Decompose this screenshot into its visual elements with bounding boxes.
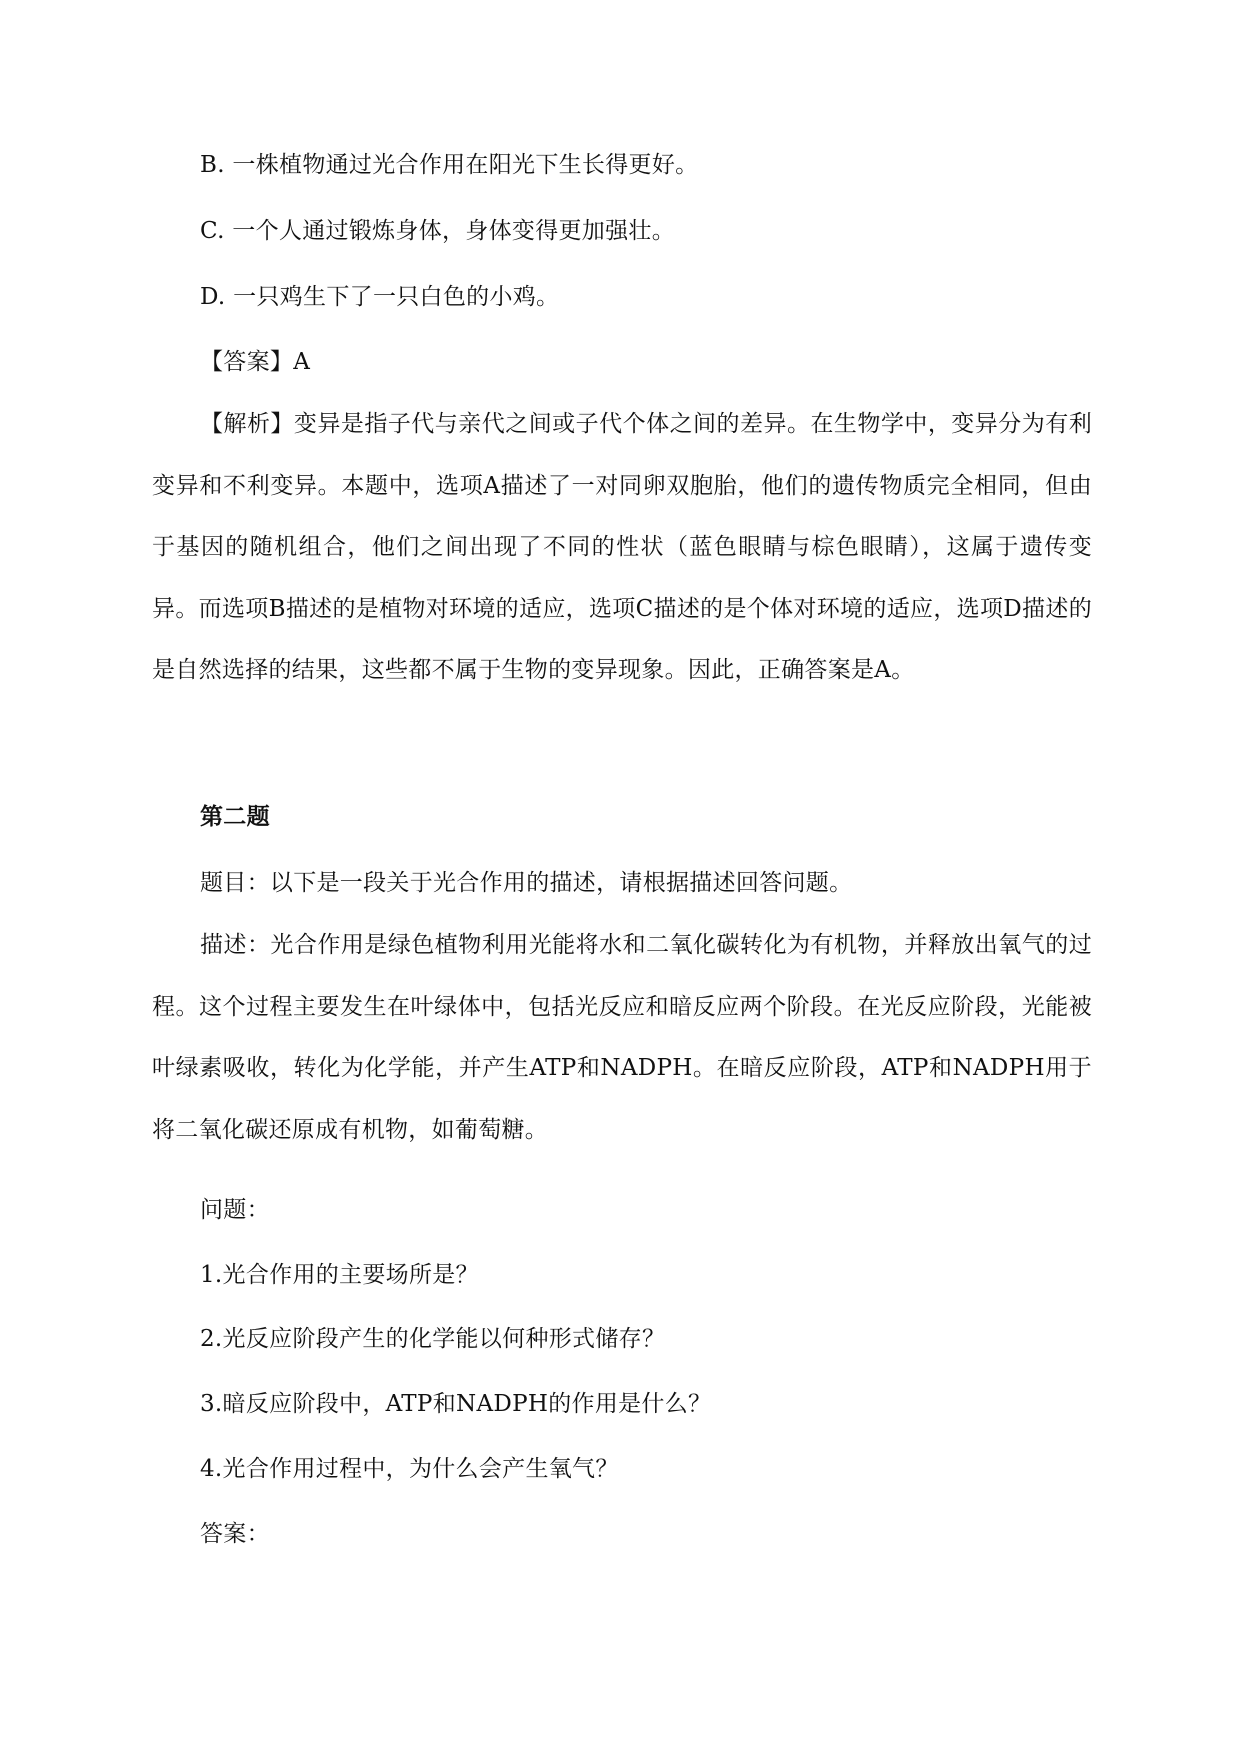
question-prompt: 题目：以下是一段关于光合作用的描述，请根据描述回答问题。 [200,870,853,896]
question-item-2: 2.光反应阶段产生的化学能以何种形式储存？ [200,1326,666,1352]
option-d: D. 一只鸡生下了一只白色的小鸡。 [200,284,560,310]
question-item-1: 1.光合作用的主要场所是？ [200,1262,479,1288]
option-b: B. 一株植物通过光合作用在阳光下生长得更好。 [200,152,699,178]
question-item-4: 4.光合作用过程中，为什么会产生氧气？ [200,1456,619,1482]
answer-line: 【答案】A [200,349,311,375]
question-item-3: 3.暗反应阶段中，ATP和NADPH的作用是什么？ [200,1391,712,1417]
analysis-paragraph: 【解析】变异是指子代与亲代之间或子代个体之间的差异。在生物学中，变异分为有利变异和不利变异。本题中，选项A描述了一对同卵双胞胎，他们的遗传物质完全相同，但由于基因的随机组合，他们之间出现了不同的性状（蓝色眼睛与棕色眼睛），这属于遗传变异。而选项B描述的是植物对环境的适应，选项C描述的是个体对环境的适应，选项D描述的是自然选择的结果，这些都不属于生物的变异现象。因此，正确答案是A。 [152,411,1092,683]
questions-label: 问题： [200,1197,270,1223]
answer-label: 答案： [200,1521,270,1547]
section-heading: 第二题 [200,803,270,830]
option-c: C. 一个人通过锻炼身体，身体变得更加强壮。 [200,218,676,244]
description-paragraph: 描述：光合作用是绿色植物利用光能将水和二氧化碳转化为有机物，并释放出氧气的过程。这个过程主要发生在叶绿体中，包括光反应和暗反应两个阶段。在光反应阶段，光能被叶绿素吸收，转化为化学能，并产生ATP和NADPH。在暗反应阶段，ATP和NADPH用于将二氧化碳还原成有机物，如葡萄糖。 [152,932,1092,1143]
